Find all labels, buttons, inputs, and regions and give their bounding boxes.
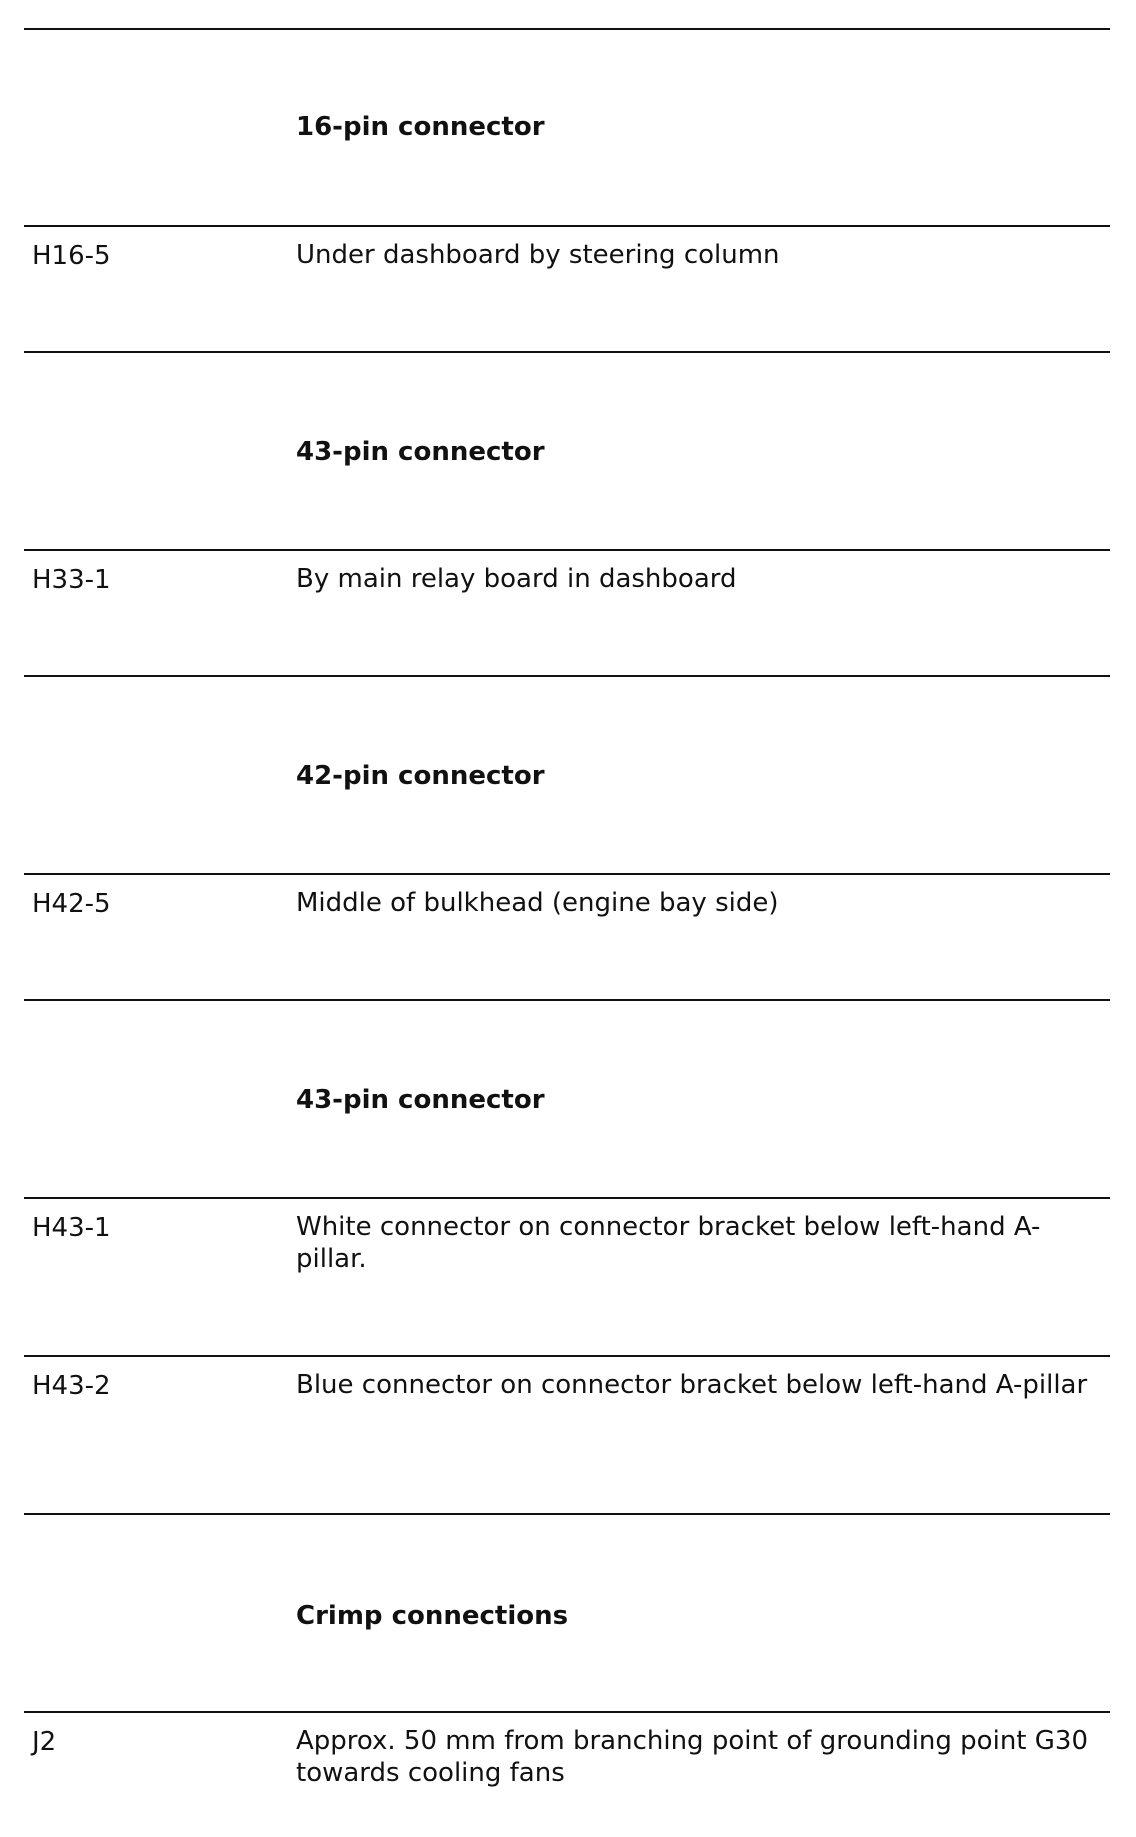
section-heading-row <box>24 353 1110 549</box>
table-row <box>24 1713 1110 1837</box>
section-heading-row <box>24 30 1110 225</box>
connector-location: Blue connector on connector bracket below left-hand A-pillar <box>296 1370 1088 1400</box>
connector-code: H33-1 <box>32 565 111 595</box>
connector-code: H16-5 <box>32 241 111 271</box>
connector-location: Approx. 50 mm from branching point of grounding point G30 towards cooling fans <box>296 1726 1088 1788</box>
table-row <box>24 1357 1110 1513</box>
connector-code: H43-2 <box>32 1371 111 1401</box>
section-heading: Crimp connections <box>296 1601 569 1631</box>
table-row <box>24 227 1110 351</box>
connector-location: White connector on connector bracket below left-hand A-pillar. <box>296 1212 1041 1274</box>
table-row <box>24 875 1110 999</box>
connector-code: J2 <box>32 1727 57 1757</box>
connector-location-table <box>24 28 1110 1837</box>
connector-code: H43-1 <box>32 1213 111 1243</box>
connector-location: Under dashboard by steering column <box>296 240 780 270</box>
section-heading: 43-pin connector <box>296 1085 545 1115</box>
section-heading: 42-pin connector <box>296 761 545 791</box>
table-row <box>24 551 1110 675</box>
section-heading-row <box>24 1001 1110 1197</box>
connector-location: By main relay board in dashboard <box>296 564 737 594</box>
section-heading-row <box>24 1515 1110 1711</box>
connector-location: Middle of bulkhead (engine bay side) <box>296 888 779 918</box>
table-row <box>24 1199 1110 1355</box>
connector-code: H42-5 <box>32 889 111 919</box>
section-heading-row <box>24 677 1110 873</box>
section-heading: 16-pin connector <box>296 112 545 142</box>
section-heading: 43-pin connector <box>296 437 545 467</box>
